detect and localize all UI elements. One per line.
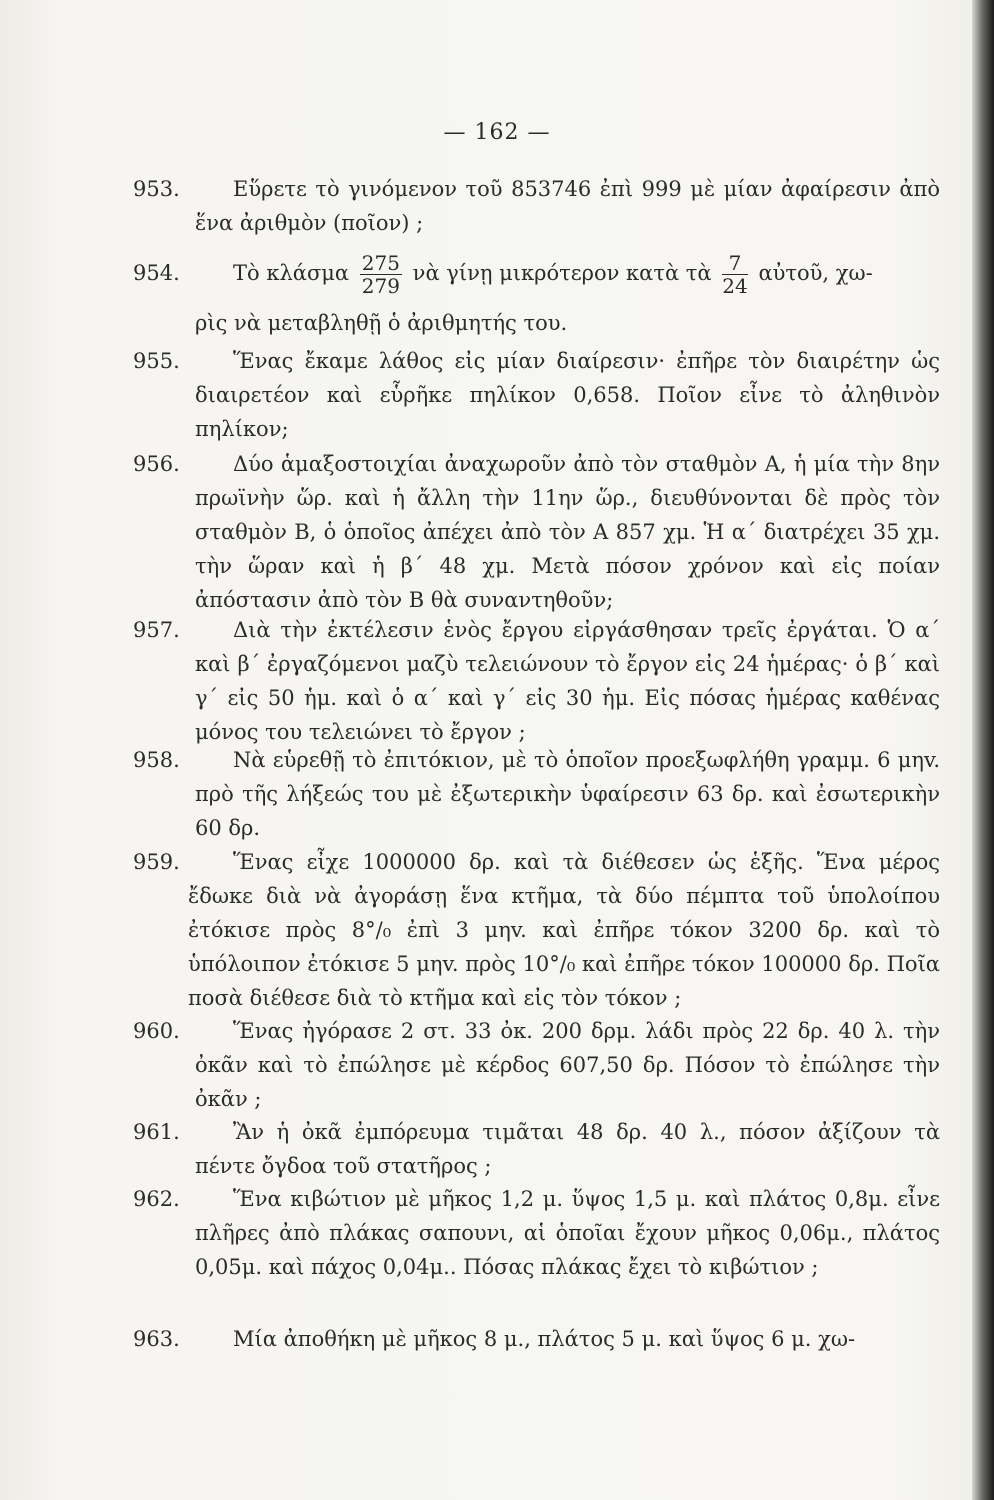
problem-line: αὐτοῦ, χω- bbox=[758, 261, 873, 285]
problem-text bbox=[195, 240, 940, 340]
problem-line: Δύο ἁμαξοστοιχίαι ἀναχωροῦν ἀπὸ τὸν σταθμὸν Α, ἡ μία τὴν 8ην πρωϊνὴν ὥρ. καὶ ἡ ἄλλη τὴν 11ην ὥρ., διευθύνονται δὲ πρὸς τὸν σταθμὸν Β, ὁ ὁποῖος ἀπέχει ἀπὸ τὸν Α 857 χμ. Ἡ α΄ διατρέχει 35 χμ. τὴν ὥραν καὶ ἡ β΄ 48 χμ. Μετὰ πόσον χρόνον καὶ εἰς ποίαν ἀπόστασιν ἀπὸ τὸν Β θὰ συναντηθοῦν; bbox=[195, 452, 940, 612]
problem-text bbox=[195, 1014, 940, 1116]
problem-number: 955. bbox=[133, 349, 180, 373]
fraction bbox=[722, 252, 747, 297]
problem-text bbox=[195, 1115, 940, 1183]
problem-number: 957. bbox=[133, 618, 180, 642]
fraction-denominator: 279 bbox=[361, 274, 400, 298]
fraction-numerator: 275 bbox=[361, 251, 400, 275]
problem-line: Ἕνας ἔκαμε λάθος εἰς μίαν διαίρεσιν· ἐπῆρε τὸν διαιρέτην ὡς διαιρετέον καὶ εὗρῆκε πηλίκον 0,658. Ποῖον εἶνε τὸ ἀληθινὸν πηλίκον; bbox=[195, 349, 940, 441]
problem-text bbox=[195, 743, 940, 845]
problem-number: 963. bbox=[133, 1327, 180, 1351]
problem-line: Διὰ τὴν ἐκτέλεσιν ἑνὸς ἔργου εἰργάσθησαν τρεῖς ἐργάται. Ὁ α΄ καὶ β΄ ἐργαζόμενοι μαζὺ τελειώνουν τὸ ἔργον εἰς 24 ἡμέρας· ὁ β΄ καὶ γ΄ εἰς 50 ἡμ. καὶ ὁ α΄ καὶ γ΄ εἰς 30 ἡμ. Εἰς πόσας ἡμέρας καθένας μόνος του τελειώνει τὸ ἔργον ; bbox=[195, 618, 940, 744]
problem-line: Νὰ εὑρεθῇ τὸ ἐπιτόκιον, μὲ τὸ ὁποῖον προεξωφλήθη γραμμ. 6 μηv. πρὸ τῆς λήξεώς του μὲ ἐξωτερικὴν ὑφαίρεσιν 63 δρ. καὶ ἐσωτερικὴν 60 δρ. bbox=[195, 748, 940, 840]
problem-number: 960. bbox=[133, 1019, 180, 1043]
problem-text bbox=[195, 344, 940, 446]
problem-line: Ἕνας ἠγόρασε 2 στ. 33 ὀκ. 200 δρμ. λάδι πρὸς 22 δρ. 40 λ. τὴν ὀκᾶν καὶ τὸ ἐπώλησε μὲ κέρδος 607,50 δρ. Πόσον τὸ ἐπώλησε τὴν ὀκᾶν ; bbox=[195, 1019, 940, 1111]
problem-number: 956. bbox=[133, 452, 180, 476]
problem-text bbox=[188, 845, 940, 1015]
fraction bbox=[360, 252, 402, 297]
fraction-numerator: 7 bbox=[722, 252, 747, 275]
problem-number: 958. bbox=[133, 748, 180, 772]
problem-line: Ἕνα κιβώτιον μὲ μῆκος 1,2 μ. ὕψος 1,5 μ. καὶ πλάτος 0,8μ. εἶνε πλῆρες ἀπὸ πλάκας σαπουνι, αἱ ὁποῖαι ἔχουν μῆκος 0,06μ., πλάτος 0,05μ. καὶ πάχος 0,04μ.. Πόσας πλάκας ἔχει τὸ κιβώτιον ; bbox=[195, 1187, 940, 1279]
problem-number: 961. bbox=[133, 1120, 180, 1144]
page-edge-shadow bbox=[972, 0, 994, 1500]
problem-text bbox=[195, 172, 940, 240]
problem-number: 953. bbox=[133, 177, 180, 201]
problem-line: Ἂν ἡ ὀκᾶ ἐμπόρευμα τιμᾶται 48 δρ. 40 λ., πόσον ἀξίζουν τὰ πέντε ὄγδοα τοῦ στατῆρος ; bbox=[195, 1120, 940, 1178]
problem-text bbox=[195, 447, 940, 617]
problem-line: Τὸ κλάσμα bbox=[233, 261, 350, 285]
fraction-denominator: 24 bbox=[722, 274, 748, 298]
problem-line: Μία ἀποθήκη μὲ μῆκος 8 μ., πλάτος 5 μ. καὶ ὕψος 6 μ. χω- bbox=[233, 1327, 856, 1351]
problem-text bbox=[195, 613, 940, 749]
problem-line: νὰ γίνῃ μικρότερον κατὰ τὰ bbox=[412, 261, 712, 285]
problem-number: 959. bbox=[133, 850, 180, 874]
problem-line: Ἕνας εἶχε 1000000 δρ. καὶ τὰ διέθεσεν ὡς ἑξῆς. Ἕνα μέρος ἔδωκε διὰ νὰ ἀγοράσῃ ἕνα κτῆμα, τὰ δύο πέμπτα τοῦ ὑπολοίπου ἐτόκισε πρὸς 8°/₀ ἐπὶ 3 μηv. καὶ ἐπῆρε τόκον 3200 δρ. καὶ τὸ ὑπόλοιπον ἐτόκισε 5 μηv. πρὸς 10°/₀ καὶ ἐπῆρε τόκον 100000 δρ. Ποῖα ποσὰ διέθεσε διὰ τὸ κτῆμα καὶ εἰς τὸν τόκον ; bbox=[188, 850, 940, 1010]
page-number: — 162 — bbox=[443, 120, 551, 145]
problem-line: ρὶς νὰ μεταβληθῇ ὁ ἀριθμητής του. bbox=[195, 311, 568, 335]
problem-number: 962. bbox=[133, 1187, 180, 1211]
problem-number: 954. bbox=[133, 261, 180, 285]
problem-text bbox=[195, 1322, 940, 1356]
problem-line: Εὕρετε τὸ γινόμενον τοῦ 853746 ἐπὶ 999 μὲ μίαν ἀφαίρεσιν ἀπὸ ἕνα ἀριθμὸν (ποῖον) ; bbox=[195, 177, 940, 235]
problem-text bbox=[195, 1182, 940, 1284]
